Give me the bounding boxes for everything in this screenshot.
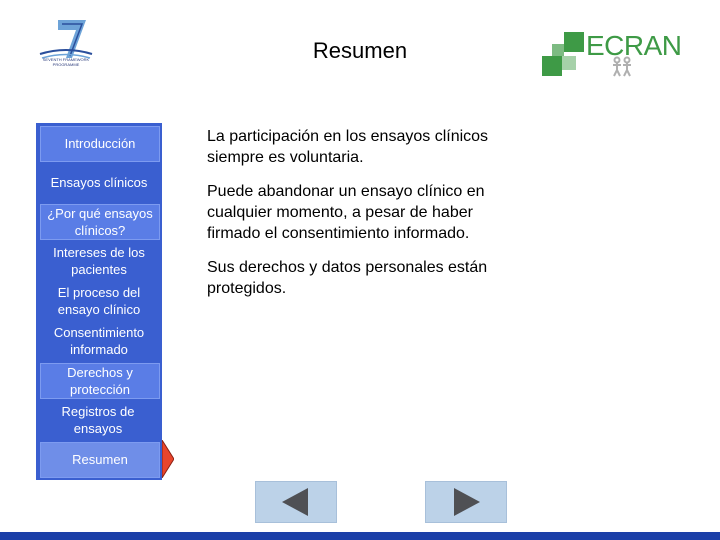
previous-button[interactable] — [255, 481, 337, 523]
triangle-right-icon — [426, 482, 506, 522]
sidebar-item-intereses[interactable] — [40, 244, 158, 278]
sidebar-item-label: El proceso del ensayo clínico — [57, 285, 141, 317]
main-content — [207, 126, 507, 312]
sidebar-item-label: Intereses de los pacientes — [53, 245, 145, 277]
sidebar-item-proceso[interactable] — [40, 284, 158, 318]
sidebar-item-label: Derechos y protección — [67, 365, 133, 397]
sidebar-item-introduccion[interactable] — [40, 126, 160, 162]
page-title: Resumen — [312, 38, 408, 63]
people-icon — [611, 56, 633, 78]
active-item-arrow-icon — [162, 440, 174, 478]
sidebar-item-por-que[interactable] — [40, 204, 160, 240]
bottom-bar — [0, 532, 720, 540]
fp7-caption: SEVENTH FRAMEWORK PROGRAMME — [42, 57, 90, 67]
content-paragraph: La participación en los ensayos clínicos siempre es voluntaria. — [207, 128, 489, 166]
sidebar-item-derechos[interactable] — [40, 363, 160, 399]
next-button[interactable] — [425, 481, 507, 523]
sidebar-item-label: ¿Por qué ensayos clínicos? — [47, 206, 153, 238]
sidebar-item-label: Registros de ensayos — [61, 404, 135, 436]
sidebar-item-ensayos-clinicos[interactable] — [40, 174, 158, 191]
sidebar-item-label: Introducción — [64, 136, 136, 151]
sidebar-item-resumen[interactable] — [40, 442, 160, 478]
sidebar-item-registros[interactable] — [56, 403, 140, 437]
ecran-logo-text: ECRAN — [586, 30, 682, 61]
content-paragraph: Sus derechos y datos personales están protegidos. — [207, 259, 488, 297]
content-paragraph: Puede abandonar un ensayo clínico en cualquier momento, a pesar de haber firmado el consentimiento informado. — [207, 183, 485, 242]
triangle-left-icon — [256, 482, 336, 522]
sidebar-item-consentimiento[interactable] — [40, 324, 158, 358]
sidebar-item-label: Resumen — [72, 452, 128, 467]
sidebar-item-label: Ensayos clínicos — [50, 175, 148, 190]
sidebar-item-label: Consentimiento informado — [53, 325, 145, 357]
